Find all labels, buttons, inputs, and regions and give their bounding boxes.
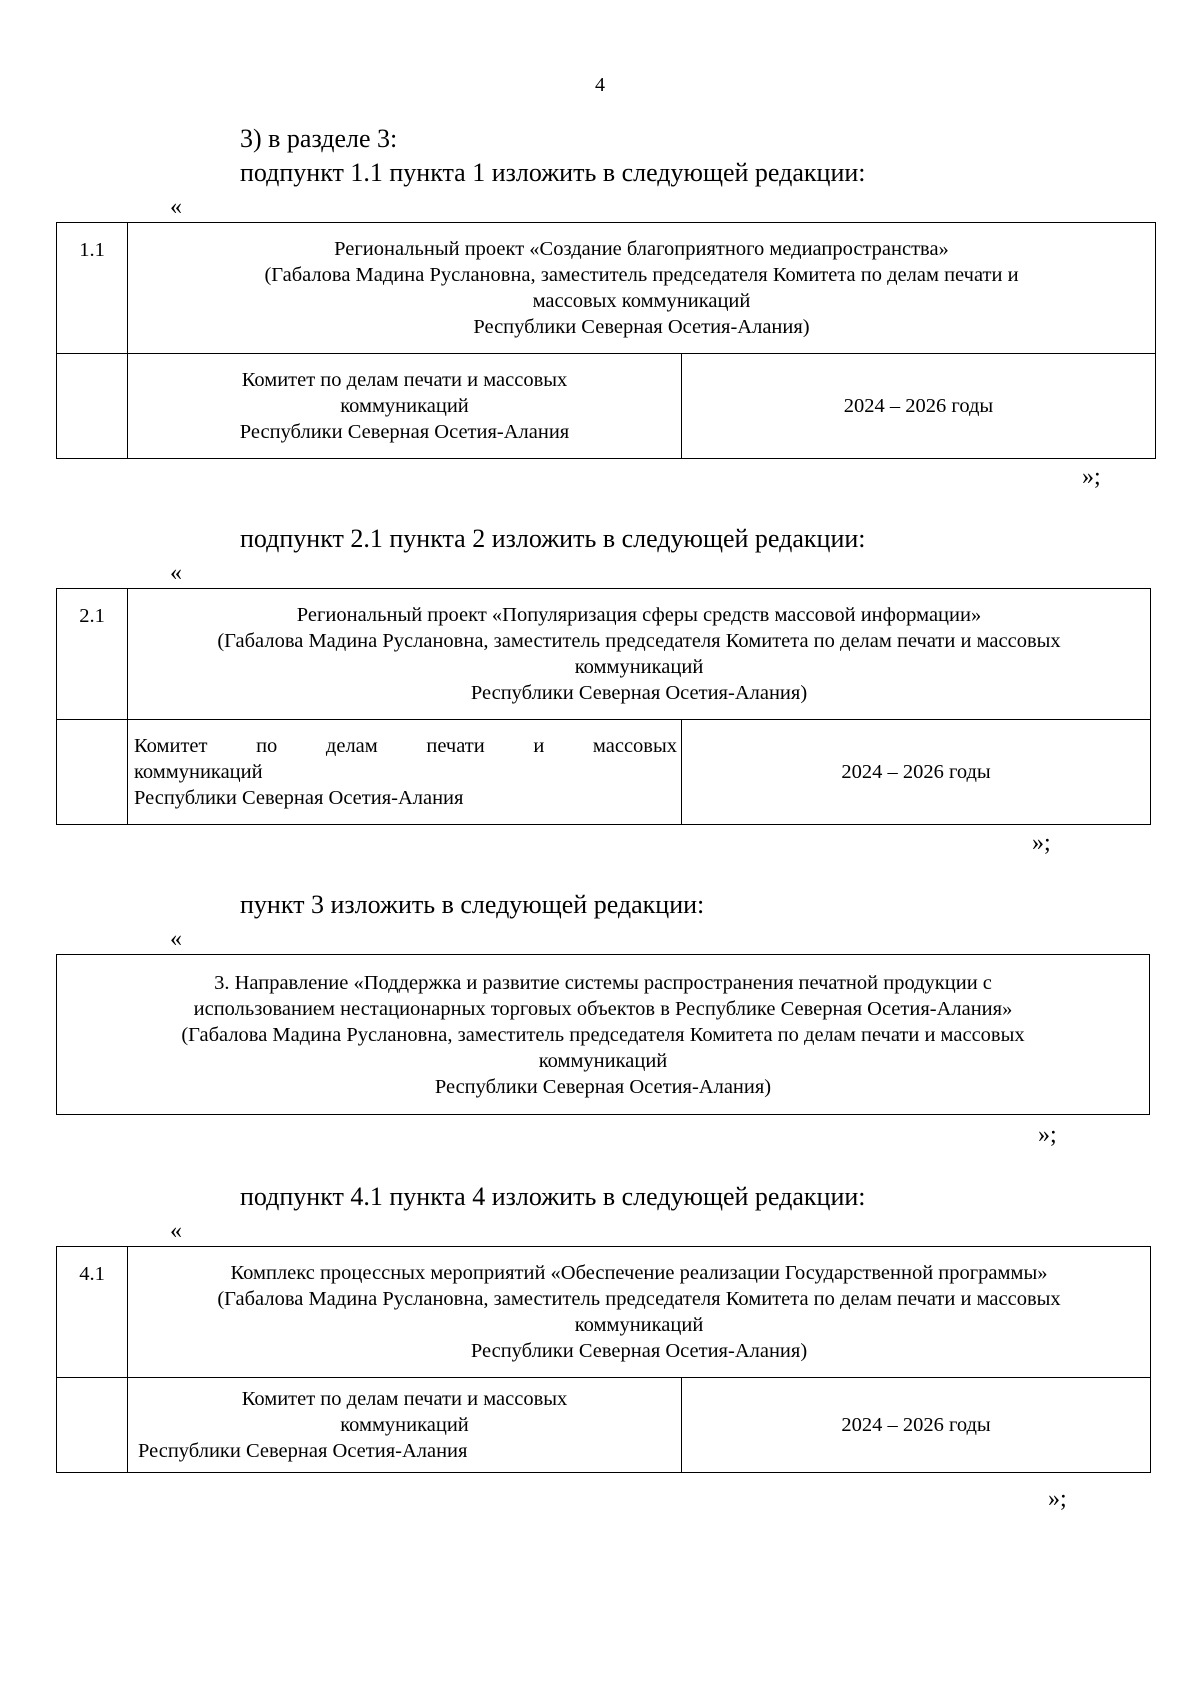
title-line: Региональный проект «Создание благоприятного медиапространства»	[334, 238, 949, 260]
item-title-3	[57, 955, 1150, 1115]
responsible-line: коммуникаций	[340, 395, 469, 417]
instruction-4: подпункт 4.1 пункта 4 изложить в следующей редакции:	[240, 1182, 866, 1211]
item-title-1	[128, 223, 1156, 354]
period-1: 2024 – 2026 годы	[682, 354, 1156, 459]
instruction-1: подпункт 1.1 пункта 1 изложить в следующей редакции:	[240, 158, 866, 187]
instruction-2: подпункт 2.1 пункта 2 изложить в следующей редакции:	[240, 524, 866, 553]
empty-cell	[57, 354, 128, 459]
close-quote-2: »;	[1032, 830, 1051, 856]
period-4: 2024 – 2026 годы	[682, 1378, 1151, 1473]
table-4	[56, 1246, 1151, 1473]
responsible-line: Комитет по делам печати и массовых	[241, 369, 568, 391]
title-line: 3. Направление «Поддержка и развитие системы распространения печатной продукции с	[214, 971, 992, 994]
responsible-line: коммуникаций	[134, 761, 263, 783]
title-line: коммуникаций	[574, 1314, 704, 1336]
close-quote-1: »;	[1082, 464, 1101, 490]
open-quote-4: «	[170, 1218, 182, 1244]
period-2: 2024 – 2026 годы	[682, 720, 1151, 825]
title-line: использованием нестационарных торговых объектов в Республике Северная Осетия-Алания»	[193, 997, 1013, 1020]
table-3	[56, 954, 1150, 1115]
close-quote-4: »;	[1048, 1486, 1067, 1512]
responsible-line: коммуникаций	[340, 1414, 469, 1436]
responsible-line: Республики Северная Осетия-Алания	[138, 1440, 468, 1462]
item-title-4	[128, 1247, 1151, 1378]
responsible-line: Комитет по делам печати и массовых	[241, 1388, 568, 1410]
title-line: Республики Северная Осетия-Алания)	[470, 682, 808, 704]
empty-cell	[57, 720, 128, 825]
title-line: коммуникаций	[538, 1049, 668, 1072]
table-2	[56, 588, 1151, 825]
responsible-line: Комитет по делам печати и массовых	[134, 735, 677, 757]
empty-cell	[57, 1378, 128, 1473]
title-line: (Габалова Мадина Руслановна, заместитель председателя Комитета по делам печати и массовых	[217, 1288, 1061, 1310]
title-line: Республики Северная Осетия-Алания)	[434, 1075, 772, 1098]
responsible-2	[128, 720, 682, 825]
section-heading: 3) в разделе 3:	[240, 124, 398, 153]
title-line: Республики Северная Осетия-Алания)	[473, 316, 810, 338]
item-number-1: 1.1	[57, 223, 128, 354]
item-title-2	[128, 589, 1151, 720]
open-quote-2: «	[170, 560, 182, 586]
title-line: Республики Северная Осетия-Алания)	[470, 1340, 808, 1362]
title-line: (Габалова Мадина Руслановна, заместитель председателя Комитета по делам печати и	[264, 264, 1019, 286]
title-line: Региональный проект «Популяризация сферы средств массовой информации»	[296, 604, 982, 626]
title-line: (Габалова Мадина Руслановна, заместитель председателя Комитета по делам печати и массовых	[217, 630, 1061, 652]
open-quote-1: «	[170, 194, 182, 220]
title-line: Комплекс процессных мероприятий «Обеспечение реализации Государственной программы»	[230, 1262, 1048, 1284]
table-1	[56, 222, 1156, 459]
item-number-4: 4.1	[57, 1247, 128, 1378]
title-line: (Габалова Мадина Руслановна, заместитель председателя Комитета по делам печати и массовых	[181, 1023, 1025, 1046]
page-number: 4	[595, 74, 605, 96]
close-quote-3: »;	[1038, 1122, 1057, 1148]
open-quote-3: «	[170, 926, 182, 952]
responsible-1	[128, 354, 682, 459]
title-line: коммуникаций	[574, 656, 704, 678]
title-line: массовых коммуникаций	[532, 290, 751, 312]
responsible-line: Республики Северная Осетия-Алания	[239, 421, 570, 443]
responsible-4	[128, 1378, 682, 1473]
instruction-3: пункт 3 изложить в следующей редакции:	[240, 890, 705, 919]
item-number-2: 2.1	[57, 589, 128, 720]
responsible-line: Республики Северная Осетия-Алания	[134, 787, 464, 809]
